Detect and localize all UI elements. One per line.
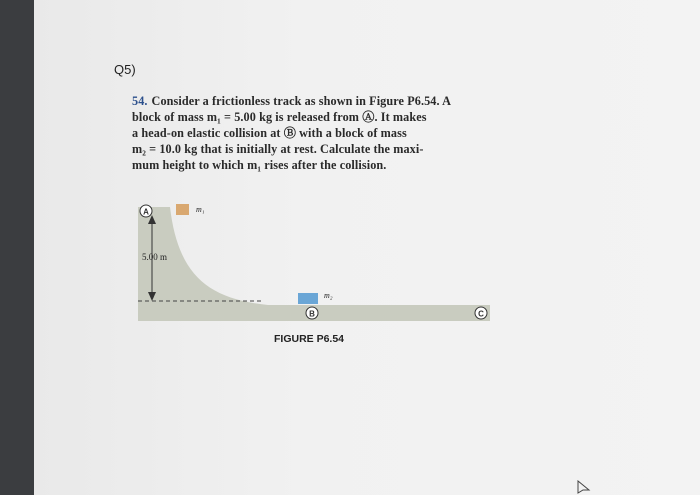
problem-line-2: block of mass m₁ = 5.00 kg is released from Ⓐ. It makes <box>132 110 427 124</box>
block-m1 <box>176 204 189 215</box>
mass1-label: m₁ <box>196 205 205 214</box>
svg-text:C: C <box>478 309 484 319</box>
svg-text:B: B <box>309 309 315 319</box>
problem-number: 54. <box>132 94 148 108</box>
problem-line-3: a head-on elastic collision at Ⓑ with a block of mass <box>132 126 407 140</box>
track-figure <box>138 195 498 331</box>
question-label: Q5) <box>114 62 136 77</box>
point-c-marker <box>475 307 487 319</box>
mass2-label: m₂ <box>324 291 333 300</box>
mouse-cursor-icon <box>577 480 591 494</box>
point-a-marker <box>140 205 152 217</box>
svg-text:A: A <box>143 207 149 217</box>
point-b-marker <box>306 307 318 319</box>
block-m2 <box>298 293 318 304</box>
figure-caption: FIGURE P6.54 <box>274 333 345 345</box>
problem-line-5: mum height to which m₁ rises after the collision. <box>132 158 387 172</box>
height-label: 5.00 m <box>142 252 168 262</box>
problem-text <box>132 93 502 173</box>
document-page <box>34 0 700 495</box>
problem-line-1: 54. Consider a frictionless track as shown in Figure P6.54. A <box>132 94 451 108</box>
problem-line-4: m₂ = 10.0 kg that is initially at rest. Calculate the maxi- <box>132 142 424 156</box>
